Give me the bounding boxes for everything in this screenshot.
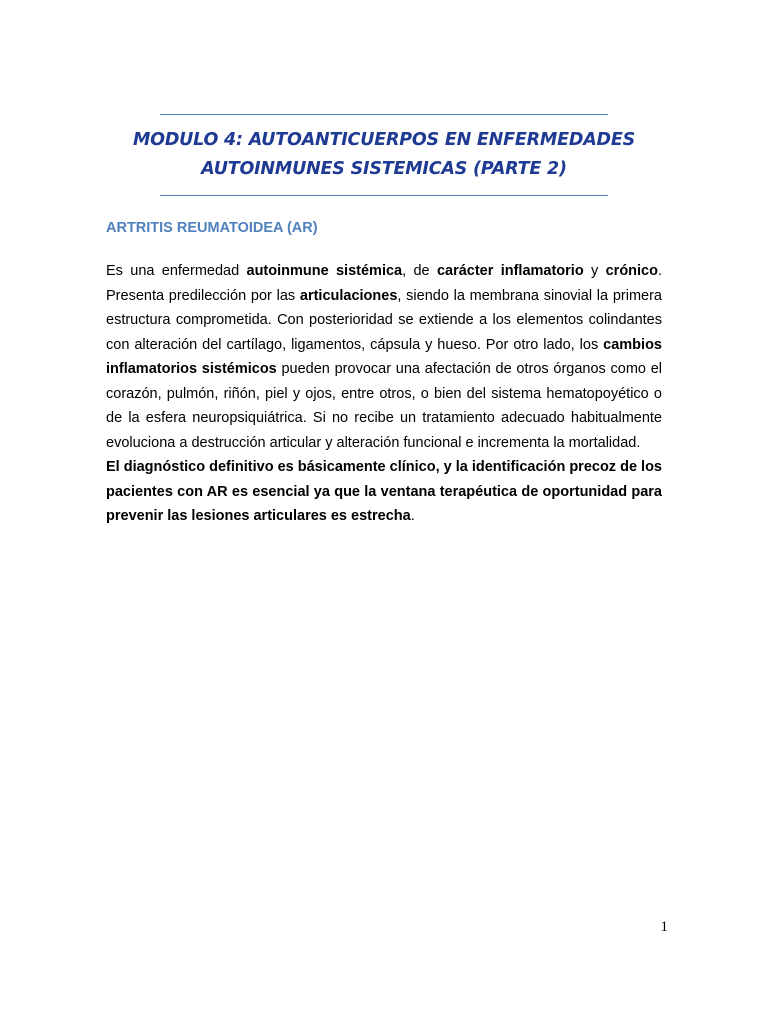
section-heading: ARTRITIS REUMATOIDEA (AR) [106,220,318,236]
paragraph-2-text: . [410,508,415,524]
paragraph-1-bold: articulaciones [299,287,398,304]
paragraph-2-bold: El diagnóstico definitivo es básicamente clínico, y la identificación precoz de los pacientes con AR es esencial ya que la ventana terapéutica de oportunidad para prevenir las lesiones articulares es estrecha [106,459,662,524]
paragraph-1-text: Es una enfermedad [106,263,247,279]
paragraph-1-text: , siendo la membrana sinovial la primera estructura comprometida. Con posterioridad se extiende a los elementos colindantes con alteración del cartílago, ligamentos, cápsula y hueso. Por otro lado, los [106,287,662,353]
paragraph-1 [106,259,662,455]
paragraph-1-text: pueden provocar una afectación de otros órganos como el corazón, pulmón, riñón, piel y ojos, entre otros, o bien del sistema hematopoyético o de la esfera neuropsiquiátrica. Si no recibe un tratamiento adecuado habitualmente evoluciona a destrucción articular y alteración funcional e incrementa la mortalidad. [106,361,663,451]
paragraph-1-bold: crónico [605,263,658,279]
paragraph-1-bold: autoinmune sistémica [246,263,403,279]
body-text [106,259,662,529]
paragraph-2 [106,455,662,529]
page-title [130,126,638,184]
page-number: 1 [660,919,668,935]
title-bottom-rule [160,195,608,196]
page-title-line-2: AUTOINMUNES SISTEMICAS (PARTE 2) [201,159,567,179]
page-title-line-1: MODULO 4: AUTOANTICUERPOS EN ENFERMEDADES [132,130,636,150]
paragraph-1-text: . Presenta predilección por las [106,263,663,304]
paragraph-1-bold: cambios inflamatorios sistémicos [106,336,662,377]
paragraph-1-bold: carácter inflamatorio [436,263,584,279]
title-top-rule [160,114,608,115]
paragraph-1-text: , de [402,263,437,279]
paragraph-1-text: y [583,263,606,279]
